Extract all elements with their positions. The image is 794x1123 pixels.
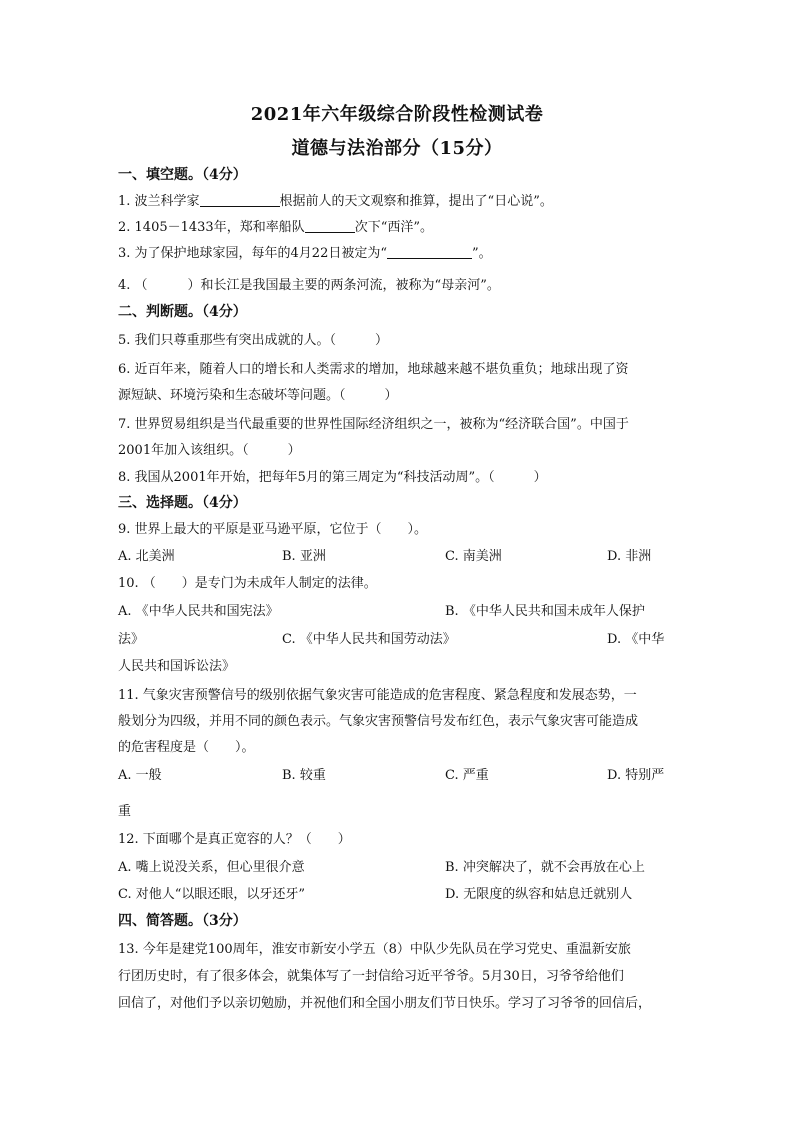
question-4 [118, 274, 500, 293]
q9-option-d[interactable]: D. 非洲 [607, 549, 652, 564]
q10-option-c[interactable]: C. 《中华人民共和国劳动法》 [282, 632, 456, 647]
question-5: 5. 我们只尊重那些有突出成就的人。（ ） [118, 333, 389, 348]
q4-text-a: 4. （ [118, 278, 148, 293]
question-9: 9. 世界上最大的平原是亚马逊平原，它位于（ ）。 [118, 522, 428, 537]
question-3 [118, 242, 492, 261]
q11-option-d-cont: 重 [118, 804, 132, 819]
q11-option-d[interactable]: D. 特别严 [607, 768, 665, 783]
section-2-heading: 二、判断题。（4分） [118, 304, 247, 320]
exam-subtitle: 道德与法治部分（15分） [291, 138, 503, 159]
question-7-line-2: 2001年加入该组织。（ ） [118, 443, 301, 458]
question-13-line-1: 13. 今年是建党100周年，淮安市新安小学五（8）中队少先队员在学习党史、重温新安旅 [118, 942, 631, 957]
q9-option-a[interactable]: A. 北美洲 [118, 549, 175, 564]
exam-title: 2021年六年级综合阶段性检测试卷 [250, 104, 544, 125]
q2-text-a: 2. 1405－1433年，郑和率船队 [118, 220, 305, 235]
q12-option-c[interactable]: C. 对他人“以眼还眼，以牙还牙” [118, 887, 306, 902]
question-7-line-1: 7. 世界贸易组织是当代最重要的世界性国际经济组织之一，被称为“经济联合国”。中国于 [118, 417, 629, 432]
question-11-line-3: 的危害程度是（ ）。 [118, 740, 255, 755]
q10-option-b-cont: 法》 [118, 632, 145, 647]
question-11-line-1: 11. 气象灾害预警信号的级别依据气象灾害可能造成的危害程度、紧急程度和发展态势，一 [118, 688, 637, 703]
q3-blank[interactable] [387, 245, 472, 259]
question-6-line-2: 源短缺、环境污染和生态破坏等问题。（ ） [118, 388, 398, 403]
question-13-line-3: 回信了，对他们予以亲切勉励，并祝他们和全国小朋友们节日快乐。学习了习爷爷的回信后， [118, 996, 652, 1011]
q11-option-c[interactable]: C. 严重 [445, 768, 489, 783]
q11-option-a[interactable]: A. 一般 [118, 768, 162, 783]
section-1-heading: 一、填空题。（4分） [118, 167, 247, 183]
q2-text-b: 次下“西洋”。 [354, 220, 434, 235]
q3-text-b: ”。 [472, 246, 492, 261]
q9-option-b[interactable]: B. 亚洲 [282, 549, 326, 564]
q10-option-d-cont: 人民共和国诉讼法》 [118, 659, 236, 674]
q3-text-a: 3. 为了保护地球家园，每年的4月22日被定为“ [118, 246, 387, 261]
q10-option-a[interactable]: A. 《中华人民共和国宪法》 [118, 604, 279, 619]
question-11-line-2: 般划分为四级，并用不同的颜色表示。气象灾害预警信号发布红色，表示气象灾害可能造成 [118, 714, 639, 729]
section-4-heading: 四、简答题。（3分） [118, 913, 247, 929]
q10-option-b[interactable]: B. 《中华人民共和国未成年人保护 [445, 604, 645, 619]
question-6-line-1: 6. 近百年来，随着人口的增长和人类需求的增加，地球越来越不堪负重负；地球出现了资 [118, 362, 629, 377]
section-3-heading: 三、选择题。（4分） [118, 495, 247, 511]
q12-option-a[interactable]: A. 嘴上说没关系，但心里很介意 [118, 860, 305, 875]
question-1 [118, 190, 553, 209]
question-13-line-2: 行团历史时，有了很多体会，就集体写了一封信给习近平爷爷。5月30日，习爷爷给他们 [118, 969, 624, 984]
question-12: 12. 下面哪个是真正宽容的人？（ ） [118, 832, 351, 847]
question-10: 10. （ ）是专门为未成年人制定的法律。 [118, 576, 377, 591]
q1-text-a: 1. 波兰科学家 [118, 194, 200, 209]
q1-text-b: 根据前人的天文观察和推算，提出了“日心说”。 [279, 194, 553, 209]
question-2 [118, 216, 433, 235]
q2-blank[interactable] [305, 219, 355, 233]
q4-text-b: ）和长江是我国最主要的两条河流，被称为“母亲河”。 [187, 278, 500, 293]
q10-option-d[interactable]: D. 《中华 [607, 632, 665, 647]
q1-blank[interactable] [200, 193, 280, 207]
q9-option-c[interactable]: C. 南美洲 [445, 549, 502, 564]
q11-option-b[interactable]: B. 较重 [282, 768, 326, 783]
q12-option-b[interactable]: B. 冲突解决了，就不会再放在心上 [445, 860, 645, 875]
question-8: 8. 我国从2001年开始，把每年5月的第三周定为“科技活动周”。（ ） [118, 470, 547, 485]
q12-option-d[interactable]: D. 无限度的纵容和姑息迁就别人 [445, 887, 633, 902]
